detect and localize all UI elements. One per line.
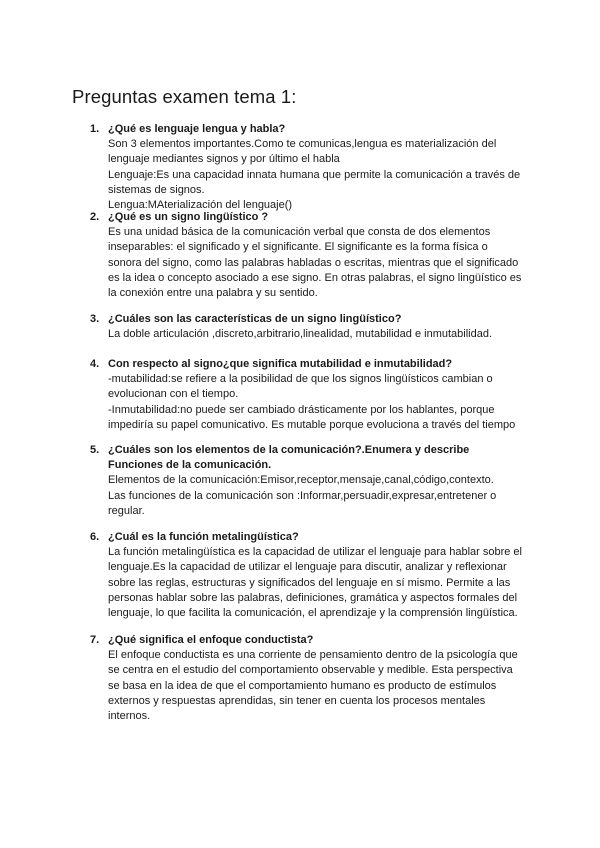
question-item	[90, 530, 530, 621]
page-title: Preguntas examen tema 1:	[72, 86, 297, 107]
question-item	[90, 210, 530, 301]
answer-line: sonora del signo, como las palabras habladas o escritas, mientras que el significado	[108, 256, 519, 269]
question-item	[90, 443, 530, 519]
question-number: 6.	[90, 531, 100, 543]
question-item	[90, 122, 530, 213]
answer-line: La función metalingüística es la capacidad de utilizar el lenguaje para hablar sobre el	[108, 546, 522, 559]
answer-line: se centra en el estudio del comportamiento observable y medible. Esta perspectiva	[108, 664, 513, 677]
answer-line: El enfoque conductista es una corriente de pensamiento dentro de la psicología que	[108, 649, 518, 662]
question-title: ¿Qué significa el enfoque conductista?	[108, 634, 314, 646]
answer-line: Son 3 elementos importantes.Como te comunicas,lengua es materialización del	[108, 138, 497, 151]
question-title: ¿Cuáles son los elementos de la comunicación?.Enumera y describe	[108, 444, 470, 456]
answer-line: Es una unidad básica de la comunicación verbal que consta de dos elementos	[108, 226, 491, 239]
answer-line: La doble articulación ,discreto,arbitrario,linealidad, mutabilidad e inmutabilidad.	[108, 328, 493, 341]
question-number: 4.	[90, 358, 100, 370]
question-number: 7.	[90, 634, 100, 646]
question-item	[90, 357, 530, 433]
answer-line: Elementos de la comunicación:Emisor,receptor,mensaje,canal,código,contexto.	[108, 474, 494, 487]
answer-line: impediría su papel comunicativo. Es mutable porque evoluciona a través del tiempo	[108, 418, 516, 431]
answer-line: Las funciones de la comunicación son :Informar,persuadir,expresar,entretener o	[108, 489, 497, 502]
question-title: ¿Qué es un signo lingüístico ?	[108, 211, 269, 223]
question-number: 2.	[90, 211, 100, 223]
question-title-continued: Funciones de la comunicación.	[108, 459, 272, 472]
answer-line: evolucionan con el tiempo.	[108, 388, 239, 401]
question-item	[90, 312, 530, 342]
answer-line: -mutabilidad:se refiere a la posibilidad de que los signos lingüísticos cambian o	[108, 373, 493, 386]
question-number: 5.	[90, 444, 100, 456]
answer-line: es la idea o concepto asociado a ese signo. En otras palabras, el signo lingüístico es	[108, 271, 522, 284]
answer-line: personas hablar sobre las palabras, definiciones, gramática y aspectos formales del	[108, 591, 518, 604]
answer-line: Lengua:MAterialización del lenguaje()	[108, 199, 293, 212]
answer-line: sobre las reglas, estructuras y significados del lenguaje en sí mismo. Permite a las	[108, 576, 511, 589]
question-title: ¿Cuáles son las características de un signo lingüístico?	[108, 313, 402, 325]
answer-line: regular.	[108, 504, 145, 517]
answer-line: lenguaje mediantes signos y por último el habla	[108, 153, 340, 166]
question-item	[90, 633, 530, 724]
answer-line: -Inmutabilidad:no puede ser cambiado drásticamente por los hablantes, porque	[108, 403, 495, 416]
answer-line: internos.	[108, 710, 151, 723]
answer-line: lenguaje.Es la capacidad de utilizar el lenguaje para discutir, analizar y reflexionar	[108, 561, 507, 574]
answer-line: lenguaje, lo que facilita la comunicación, el aprendizaje y la comprensión lingüística.	[108, 607, 518, 620]
question-title: Con respecto al signo¿que significa mutabilidad e inmutabilidad?	[108, 358, 453, 370]
answer-line: Lenguaje:Es una capacidad innata humana que permite la comunicación a través de	[108, 168, 521, 181]
question-title: ¿Cuál es la función metalingüística?	[108, 531, 299, 543]
answer-line: se basa en la idea de que el comportamiento humano es producto de estímulos	[108, 679, 497, 692]
answer-line: externos y respuestas aprendidas, sin tener en cuenta los procesos mentales	[108, 694, 486, 707]
question-title: ¿Qué es lenguaje lengua y habla?	[108, 123, 286, 135]
question-number: 3.	[90, 313, 100, 325]
answer-line: inseparables: el significado y el significante. El significante es la forma física o	[108, 241, 488, 254]
question-number: 1.	[90, 123, 100, 135]
answer-line: la conexión entre una palabra y su sentido.	[108, 287, 318, 300]
answer-line: sistemas de signos.	[108, 183, 205, 196]
